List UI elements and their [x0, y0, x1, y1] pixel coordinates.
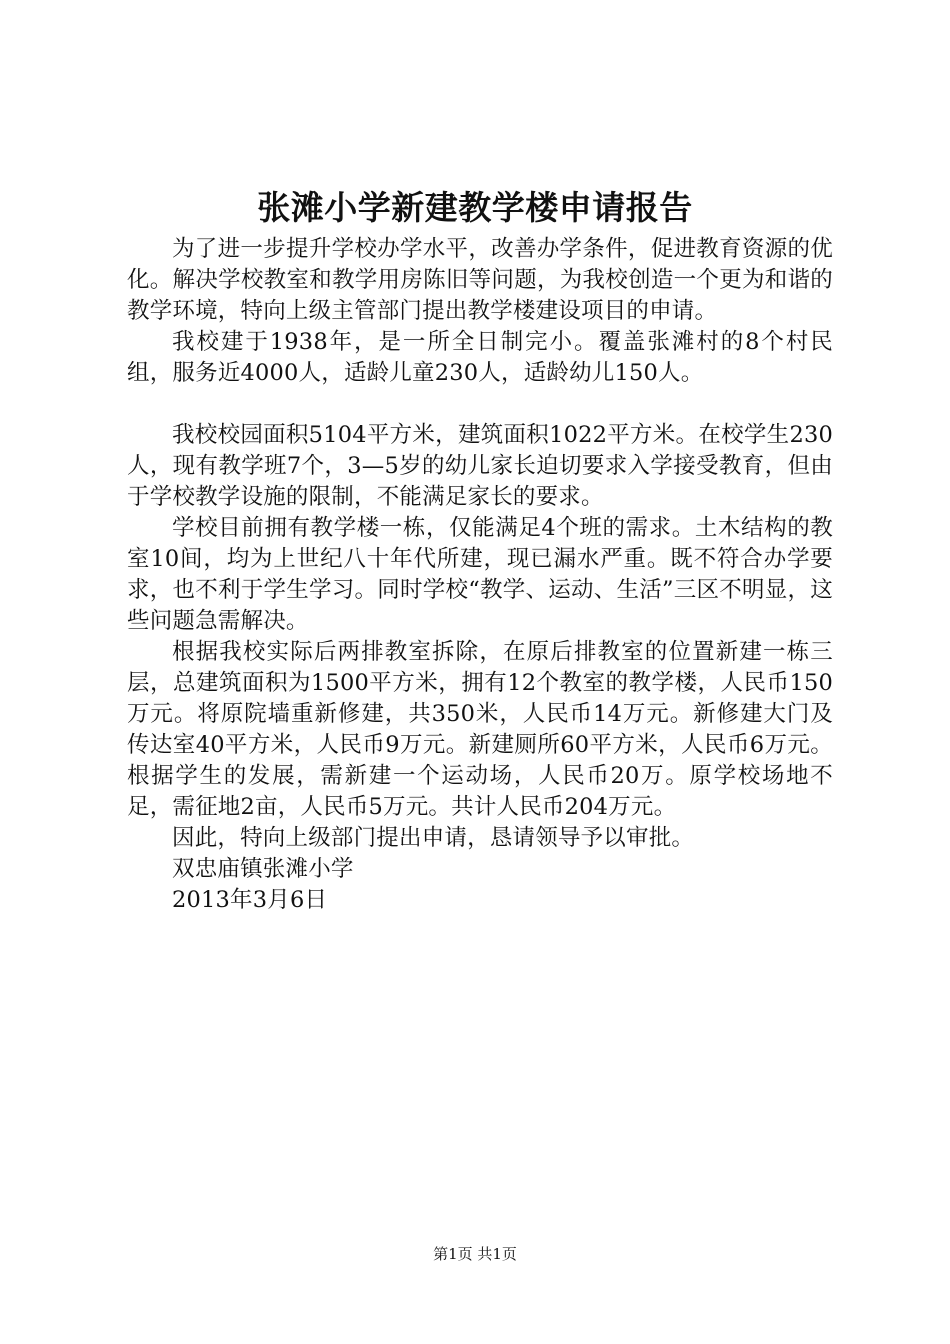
paragraph-campus: 我校校园面积5104平方米，建筑面积1022平方米。在校学生230人，现有教学班7个，3—5岁的幼儿家长迫切要求入学接受教育，但由于学校教学设施的限制，不能满足家长的要求。	[127, 422, 833, 510]
paragraph-spacer	[127, 389, 833, 420]
paragraph-request: 因此，特向上级部门提出申请，恳请领导予以审批。	[172, 825, 695, 851]
date-line: 2013年3月6日	[172, 887, 328, 913]
document-title: 张滩小学新建教学楼申请报告	[257, 188, 693, 227]
document-body	[127, 234, 833, 916]
signature-line: 双忠庙镇张滩小学	[172, 856, 354, 882]
paragraph-history: 我校建于1938年，是一所全日制完小。覆盖张滩村的8个村民组，服务近4000人，适龄儿童230人，适龄幼儿150人。	[127, 329, 833, 386]
paragraph-current-building: 学校目前拥有教学楼一栋，仅能满足4个班的需求。土木结构的教室10间，均为上世纪八十年代所建，现已漏水严重。既不符合办学要求，也不利于学生学习。同时学校“教学、运动、生活”三区不明显，这些问题急需解决。	[127, 515, 833, 634]
page-footer: 第1页 共1页	[433, 1245, 517, 1263]
paragraph-plan-budget: 根据我校实际后两排教室拆除，在原后排教室的位置新建一栋三层，总建筑面积为1500平方米，拥有12个教室的教学楼，人民币150万元。将原院墙重新修建，共350米，人民币14万元。新修建大门及传达室40平方米，人民币9万元。新建厕所60平方米，人民币6万元。根据学生的发展，需新建一个运动场，人民币20万。原学校场地不足，需征地2亩，人民币5万元。共计人民币204万元。	[127, 639, 833, 820]
paragraph-purpose: 为了进一步提升学校办学水平，改善办学条件，促进教育资源的优化。解决学校教室和教学用房陈旧等问题，为我校创造一个更为和谐的教学环境，特向上级主管部门提出教学楼建设项目的申请。	[127, 236, 833, 324]
